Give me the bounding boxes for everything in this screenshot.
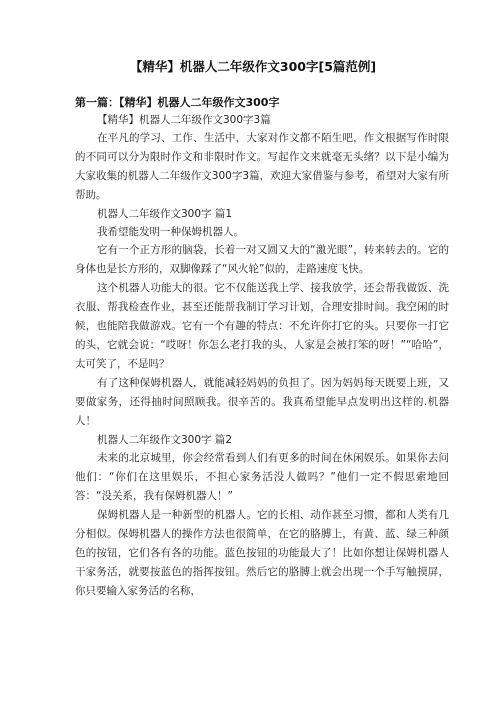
paragraph: 我希望能发明一种保姆机器人。 [97,226,244,238]
article-heading-2: 机器人二年级作文300字 篇2 [97,434,233,446]
document-title: 【精华】机器人二年级作文300字[5篇范例] [129,59,377,74]
paragraph: 保姆机器人是一种新型的机器人。它的长相、动作甚至习惯，都和人类有几分相似。保姆机器人的操作方法也很简单，在它的胳膊上，有黄、蓝、绿三种颜色的按钮，它们各有各的功能。蓝色按钮的功能最大了！比如你想让保姆机器人干家务活，就要按蓝色的指挥按钮。然后它的胳膊上就会出现一个手写触摸屏，你只要输入家务活的名称， [75,509,449,597]
paragraph: 它有一个正方形的脑袋，长着一对又圆又大的“激光眼”，转来转去的。它的身体也是长方形的，双脚像踩了“风火轮”似的，走路速度飞快。 [75,244,449,275]
paragraph-intro: 在平凡的学习、工作、生活中，大家对作文都不陌生吧，作文根据写作时限的不同可以分为限时作文和非限时作文。写起作文来就毫无头绪？以下是小编为大家收集的机器人二年级作文300字3篇，欢迎大家借鉴与参考，希望对大家有所帮助。 [75,132,449,201]
section-heading: 第一篇：【精华】机器人二年级作文300字 [75,96,280,109]
paragraph: 这个机器人功能大的很。它不仅能送我上学、接我放学，还会帮我做饭、洗衣服、帮我检查作业，甚至还能帮我制订学习计划，合理安排时间。我空闲的时候，也能陪我做游戏。它有一个有趣的特点：不允许你打它的头。只要你一打它的头，它就会说：“哎呀！你怎么老打我的头，人家是会被打笨的呀！”“哈哈”，太可笑了，不是吗？ [75,282,449,370]
article-heading-1: 机器人二年级作文300字 篇1 [97,208,233,220]
section-subheading: 【精华】机器人二年级作文300字3篇 [97,114,271,126]
paragraph: 有了这种保姆机器人，就能减轻妈妈的负担了。因为妈妈每天既要上班，又要做家务，还得抽时间照顾我。很辛苦的。我真希望能早点发明出这样的.机器人！ [75,377,449,427]
paragraph: 未来的北京城里，你会经常看到人们有更多的时间在休闲娱乐。如果你去问他们：“你们在这里娱乐，不担心家务活没人做吗？”他们一定不假思索地回答：“没关系，我有保姆机器人！” [75,452,449,502]
